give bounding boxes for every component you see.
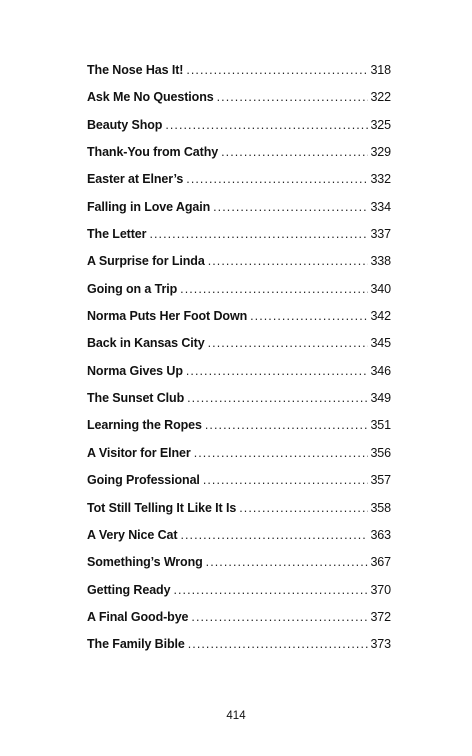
toc-entry-page: 338 xyxy=(370,254,391,269)
toc-entry-title: A Visitor for Elner xyxy=(87,445,191,460)
toc-dot-leader xyxy=(173,583,368,597)
toc-entry xyxy=(87,391,391,418)
toc-entry xyxy=(87,610,391,637)
toc-entry-page: 332 xyxy=(370,172,391,187)
toc-entry-title: Norma Puts Her Foot Down xyxy=(87,309,248,324)
toc-dot-leader xyxy=(165,118,368,132)
toc-dot-leader xyxy=(239,501,368,515)
toc-dot-leader xyxy=(188,637,369,651)
toc-entry-title: The Letter xyxy=(87,227,147,242)
toc-entry-title: Easter at Elner’s xyxy=(87,172,184,187)
toc-entry xyxy=(87,501,391,528)
toc-dot-leader xyxy=(191,610,368,624)
toc-dot-leader xyxy=(213,200,368,214)
toc-entry-page: 334 xyxy=(370,199,391,214)
toc-dot-leader xyxy=(186,172,368,186)
toc-entry-title: Getting Ready xyxy=(87,582,171,597)
toc-entry-title: A Very Nice Cat xyxy=(87,527,178,542)
toc-entry-page: 357 xyxy=(370,473,391,488)
toc-entry-title: The Family Bible xyxy=(87,637,185,652)
toc-entry xyxy=(87,118,391,145)
toc-entry xyxy=(87,145,391,172)
toc-entry xyxy=(87,418,391,445)
toc-entry-title: A Final Good-bye xyxy=(87,609,189,624)
toc-entry-page: 363 xyxy=(370,527,391,542)
toc-entry-title: Falling in Love Again xyxy=(87,199,211,214)
toc-entry-title: Something’s Wrong xyxy=(87,555,203,570)
toc-entry-title: Going on a Trip xyxy=(87,281,178,296)
toc-dot-leader xyxy=(217,90,369,104)
toc-entry xyxy=(87,309,391,336)
page-number: 414 xyxy=(226,710,246,722)
toc-entry-title: Back in Kansas City xyxy=(87,336,205,351)
toc-dot-leader xyxy=(203,473,369,487)
toc-entry-page: 337 xyxy=(370,227,391,242)
toc-entry-page: 372 xyxy=(370,609,391,624)
toc-entry xyxy=(87,637,391,664)
toc-entry-page: 373 xyxy=(370,637,391,652)
toc-entry xyxy=(87,336,391,363)
toc-dot-leader xyxy=(250,309,368,323)
toc-entry-page: 349 xyxy=(370,391,391,406)
toc-dot-leader xyxy=(208,336,369,350)
toc-entry-page: 318 xyxy=(370,63,391,77)
toc-entry-page: 351 xyxy=(370,418,391,433)
toc-dot-leader xyxy=(221,145,368,159)
toc-entry xyxy=(87,364,391,391)
toc-entry xyxy=(87,528,391,555)
toc-dot-leader xyxy=(208,254,369,268)
toc-dot-leader xyxy=(180,528,368,542)
toc-entry xyxy=(87,254,391,281)
toc-entry xyxy=(87,282,391,309)
toc-entry-title: A Surprise for Linda xyxy=(87,254,205,269)
toc-entry-title: Beauty Shop xyxy=(87,117,163,132)
toc-dot-leader xyxy=(186,63,368,77)
toc-entry-title: Thank-You from Cathy xyxy=(87,145,219,160)
toc-entry xyxy=(87,90,391,117)
toc-entry-title: The Nose Has It! xyxy=(87,63,184,77)
toc-entry xyxy=(87,583,391,610)
toc-entry xyxy=(87,63,391,90)
toc-dot-leader xyxy=(180,282,368,296)
toc-entry-title: Going Professional xyxy=(87,473,200,488)
toc-entry-page: 325 xyxy=(370,117,391,132)
toc-entry xyxy=(87,555,391,582)
toc-entry-page: 370 xyxy=(370,582,391,597)
toc-entry-page: 342 xyxy=(370,309,391,324)
toc-entry-title: Learning the Ropes xyxy=(87,418,202,433)
toc-entry-page: 356 xyxy=(370,445,391,460)
toc-dot-leader xyxy=(187,391,368,405)
toc-entry-page: 346 xyxy=(370,363,391,378)
toc-entry-page: 358 xyxy=(370,500,391,515)
toc-entry-page: 345 xyxy=(370,336,391,351)
table-of-contents xyxy=(87,63,391,665)
toc-entry-title: Tot Still Telling It Like It Is xyxy=(87,500,237,515)
toc-dot-leader xyxy=(205,418,369,432)
toc-entry-page: 322 xyxy=(370,90,391,105)
toc-dot-leader xyxy=(206,555,369,569)
toc-entry xyxy=(87,227,391,254)
toc-entry xyxy=(87,473,391,500)
toc-entry-page: 340 xyxy=(370,281,391,296)
toc-entry-title: Ask Me No Questions xyxy=(87,90,214,105)
toc-dot-leader xyxy=(149,227,368,241)
toc-entry-page: 329 xyxy=(370,145,391,160)
toc-entry-title: Norma Gives Up xyxy=(87,363,183,378)
toc-entry-page: 367 xyxy=(370,555,391,570)
toc-dot-leader xyxy=(186,364,369,378)
toc-dot-leader xyxy=(194,446,369,460)
toc-entry xyxy=(87,172,391,199)
toc-entry-title: The Sunset Club xyxy=(87,391,185,406)
toc-entry xyxy=(87,200,391,227)
toc-entry xyxy=(87,446,391,473)
